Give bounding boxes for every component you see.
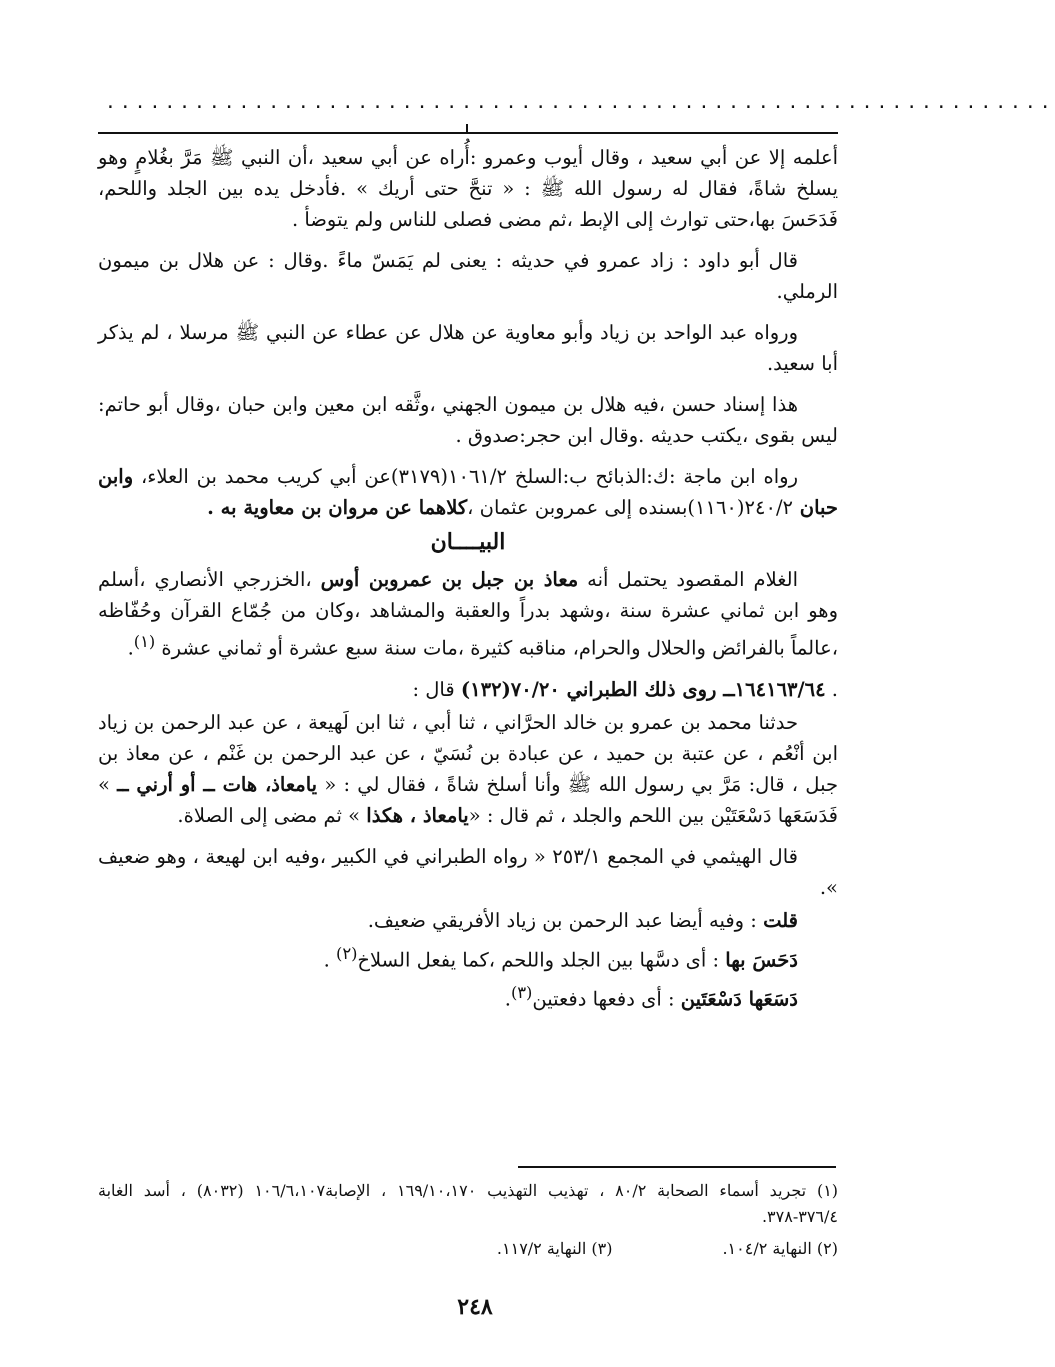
bayan-name: معاذ بن جبل بن عمروبن أوس — [320, 568, 579, 591]
takhrij-ibn-majah: رواه ابن ماجة :ك:الذبائح ب:السلخ ١٠٦١/٢(٣١٧٩)عن أبي كريب محمد بن العلاء، — [140, 465, 799, 488]
paragraph-abu-dawud: قال أبو داود : زاد عمرو في حديثه : يعنى لم يَمَسّ ماءً .وقال : عن هلال بن ميمون الرملي. — [98, 249, 838, 303]
takhrij-ibn-hibban-ref: ٢٤٠/٢(١١٦٠)بسنده إلى عمروبن عثمان ، — [467, 496, 793, 519]
takhrij-ibn-hibban-label: وابن حبان — [98, 465, 838, 519]
paragraph-tabarani-text — [98, 707, 838, 831]
dahasa-text: : أى دسَّها بين الجلد واللحم ،كما يفعل السلاخ — [357, 948, 726, 971]
bayan-end: . — [127, 636, 134, 660]
footnote-ref-3: (٣) — [510, 983, 533, 1002]
dasaaha-text: : أى دفعها دفعتين — [532, 987, 681, 1011]
paragraph-qultu — [98, 905, 838, 936]
main-text — [98, 142, 838, 1017]
qultu-text: : وفيه أيضا عبد الرحمن بن زياد الأفريقي ضعيف. — [367, 908, 764, 932]
dasaaha-label: دَسَعَها دَسْعَتَين — [680, 987, 798, 1011]
paragraph-takhrij — [98, 461, 838, 523]
tabarani-quote-1: يامعاذ، هات ــ أو أرني ــ — [117, 772, 318, 796]
footnote-1: (١) تجريد أسماء الصحابة ٨٠/٢ ، تهذيب التهذيب ١٦٩/١٠،١٧٠ ، الإصابة١٠٦/٦،١٠٧ (٨٠٣٢) ، أسد الغابة ٣٧٦/٤-٣٧٨. — [98, 1181, 839, 1226]
bayan-intro: الغلام المقصود يحتمل أنه — [578, 568, 798, 591]
paragraph-hadith-continuation: أعلمه إلا عن أبي سعيد ، وقال أيوب وعمرو :أُراه عن أبي سعيد ،أن النبي ﷺ مَرَّ بغُلامٍ وهو يسلخ شاةً، فقال له رسول الله ﷺ : « تنحَّ حتى أريك » .فأدخل يده بين الجلد واللحم، فَدَحَسَ بها،حتى توارث إلى الإبط ،ثم مضى فصلى للناس ولم يتوضأ . — [98, 146, 838, 231]
dahasa-end: . — [323, 948, 336, 971]
paragraph-dasaaha — [98, 977, 838, 1015]
tabarani-middle: » فَدَسَعَها دَسْعَتَيْن بين اللحم والجلد ، ثم قال : « — [98, 772, 838, 827]
footnote-ref-1: (١) — [133, 632, 156, 651]
qultu-label: قلت — [763, 908, 798, 932]
header-dotted-line: ................................................................ — [105, 92, 1055, 113]
page-number: ٢٤٨ — [457, 1294, 493, 1320]
header-rule — [98, 132, 838, 134]
paragraph-mursal: ورواه عبد الواحد بن زياد وأبو معاوية عن هلال عن عطاء عن النبي ﷺ مرسلا ، لم يذكر أبا سعيد. — [98, 321, 838, 375]
paragraph-dahasa — [98, 938, 838, 976]
footnotes — [98, 1178, 838, 1262]
bayan-bio: ،الخزرجي الأنصاري ،أسلم وهو ابن ثماني عشرة سنة ،وشهد بدراً والعقبة والمشاهد ،وكان من جُمّاع القرآن وحُفّاظه ،عالماً بالفرائض والحلال والحرام، مناقبه كثيرة ،مات سنة سبع عشرة أو ثماني عشرة — [98, 568, 838, 660]
tabarani-quote-2: يامعاذ ، هكذا — [366, 803, 469, 827]
dasaaha-end: . — [504, 987, 511, 1011]
footnote-ref-2: (٢) — [336, 943, 358, 963]
footnote-2: (٢) النهاية ١٠٤/٢. — [722, 1239, 838, 1258]
paragraph-haythami: قال الهيثمي في المجمع ٢٥٣/١ « رواه الطبراني في الكبير ،وفيه ابن لهيعة ، وهو ضعيف ». — [98, 844, 838, 899]
footnote-3: (٣) النهاية ١١٧/٢. — [496, 1239, 613, 1258]
tabarani-isnad: حدثنا محمد بن عمرو بن خالد الحرَّاني ، ثنا أبي ، ثنا ابن لَهيعة ، عن عبد الرحمن بن زياد ابن أنْعُم ، عن عتبة بن حميد ، عن عبادة بن نُسَيّ ، عن عبد الرحمن بن غَنْم ، عن معاذ بن جبل ، قال: مَرَّ بي رسول الله ﷺ وأنا أسلخ شاةً ، فقال لي : « — [98, 710, 839, 796]
dahasa-label: دَحَسَ بها — [725, 948, 798, 971]
tabarani-end: » ثم مضى إلى الصلاة. — [177, 803, 367, 827]
hadith-heading-number: ١٦٤١٦٣/٦٤ــ روى ذلك الطبراني ٧٠/٢٠(١٣٢) — [460, 677, 826, 701]
header-tick-mark — [466, 124, 468, 132]
hadith-number-heading — [98, 674, 838, 705]
hadith-heading-rest: قال : — [412, 677, 461, 701]
takhrij-conclusion: كلاهما عن مروان بن معاوية به . — [207, 496, 468, 519]
paragraph-isnad-grade: هذا إسناد حسن ،فيه هلال بن ميمون الجهني ،وثَّقه ابن معين وابن حبان ،وقال أبو حاتم: ليس بقوى ،يكتب حديثه .وقال ابن حجر:صدوق . — [98, 393, 838, 447]
paragraph-bayan — [98, 564, 838, 664]
footnote-row — [98, 1236, 838, 1262]
footnote-rule — [518, 1166, 836, 1168]
section-heading-bayan: البيــــان — [430, 529, 506, 555]
hadith-heading-prefix: . — [831, 677, 838, 701]
